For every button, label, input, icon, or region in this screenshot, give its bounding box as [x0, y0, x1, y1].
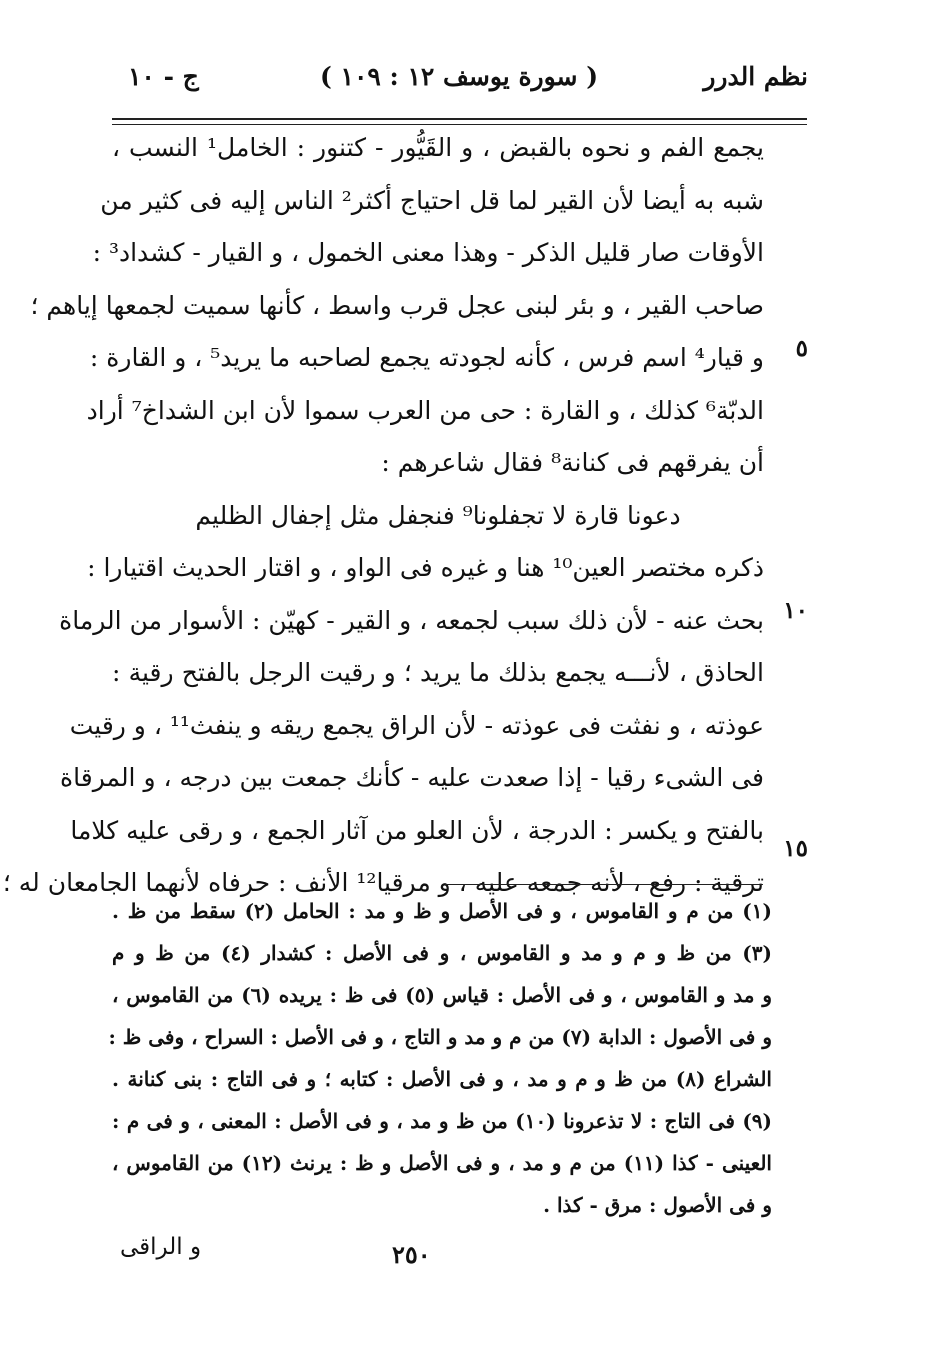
text-line: أن يفرقهم فى كنانة⁸ فقال شاعرهم : — [381, 448, 764, 477]
line-number-10: ١٠ — [783, 597, 808, 624]
text-line: الدبّة⁶ كذلك ، و القارة : حى من العرب سموا لأن ابن الشداخ⁷ أراد — [86, 395, 764, 425]
footnotes — [108, 890, 773, 1226]
text-line: يجمع الفم و نحوه بالقبض ، و القَيُّور - كتنور : الخامل¹ النسب ، — [112, 133, 765, 162]
footnote-line: و فى الأصول : مرق - كذا . — [543, 1193, 772, 1217]
footnote-line: و مد و القاموس ، و فى الأصل : قياس (٥) فى ظ : يريده (٦) من القاموس ، — [112, 983, 772, 1007]
text-line: الأوقات صار قليل الذكر - وهذا معنى الخمول ، و القيار - كشداد³ : — [92, 238, 764, 267]
line-number-5: ٥ — [795, 335, 808, 362]
header-rule — [112, 118, 807, 120]
volume-number: ج - ١٠ — [128, 62, 199, 91]
line-number-15: ١٥ — [783, 835, 808, 862]
catchword: و الراقى — [120, 1234, 202, 1260]
footnote-line: و فى الأصول : الدابة (٧) من م و مد و التاج ، و فى الأصل : السراح ، وفى ظ : — [108, 1025, 772, 1049]
text-line: صاحب القير ، و بئر لبنى عجل قرب واسط ، كأنها سميت لجمعها إياهم ؛ — [30, 290, 764, 320]
text-line: بحث عنه - لأن ذلك سبب لجمعه ، و القير - كهيّن : الأسوار من الرماة — [59, 605, 764, 635]
main-text — [2, 122, 765, 910]
text-line: و قيار⁴ اسم فرس ، كأنه لجودته يجمع لصاحبه ما يريد⁵ ، و القارة : — [89, 343, 764, 372]
text-line: بالفتح و يكسر : الدرجة ، لأن العلو من آثار الجمع ، و رقى عليه كلاما — [70, 815, 764, 845]
running-title: نظم الدرر — [703, 62, 808, 91]
poetry-verse: دعونا قارة لا تجفلونا⁹ فنجفل مثل إجفال الظليم — [195, 500, 681, 530]
text-line: الحاذق ، لأنـــه يجمع بذلك ما يريد ؛ و رقيت الرجل بالفتح رقية : — [112, 658, 764, 687]
footnote-line: العينى - كذا (١١) من م و مد ، و فى الأصل و ظ : يرنث (١٢) من القاموس ، — [112, 1151, 772, 1175]
footnote-line: (٩) فى التاج : لا تذعرونا (١٠) من ظ و مد ، و فى الأصل : المعنى ، و فى م : — [112, 1109, 773, 1133]
text-line: ترقية : رفع ، لأنه جمعه عليه ، و مرقيا¹² الأنف : حرفاه لأنهما الجامعان له ؛ — [2, 868, 764, 897]
surah-reference: ( سورة يوسف ١٢ : ١٠٩ ) — [320, 62, 599, 91]
text-line: فى الشىء رقيا - إذا صعدت عليه - كأنك جمعت بين درجه ، و المرقاة — [60, 763, 764, 792]
footnote-line: (١) من م و القاموس ، و فى الأصل و ظ و مد : الحامل (٢) سقط من ظ . — [112, 899, 772, 923]
footnote-line: (٣) من ظ و م و مد و القاموس ، و فى الأصل : كشدار (٤) من ظ و م — [112, 941, 772, 965]
text-line: شبه به أيضا لأن القير لما قل احتياج أكثر² الناس إليه فى كثير من — [100, 185, 764, 215]
footnote-line: الشراع (٨) من ظ و م و مد ، و فى الأصل : كتابه ؛ و فى التاج : بنى كنانة . — [112, 1067, 772, 1091]
footnote-rule — [445, 884, 763, 885]
text-line: عوذته ، و نفثت فى عوذته - لأن الراق يجمع ريقه و ينفث¹¹ ، و رقيت — [69, 710, 764, 740]
page-number: ٢٥٠ — [392, 1240, 431, 1269]
text-line: ذكره مختصر العين¹⁰ هنا و غيره فى الواو ، و اقتار الحديث اقتيارا : — [87, 553, 764, 582]
